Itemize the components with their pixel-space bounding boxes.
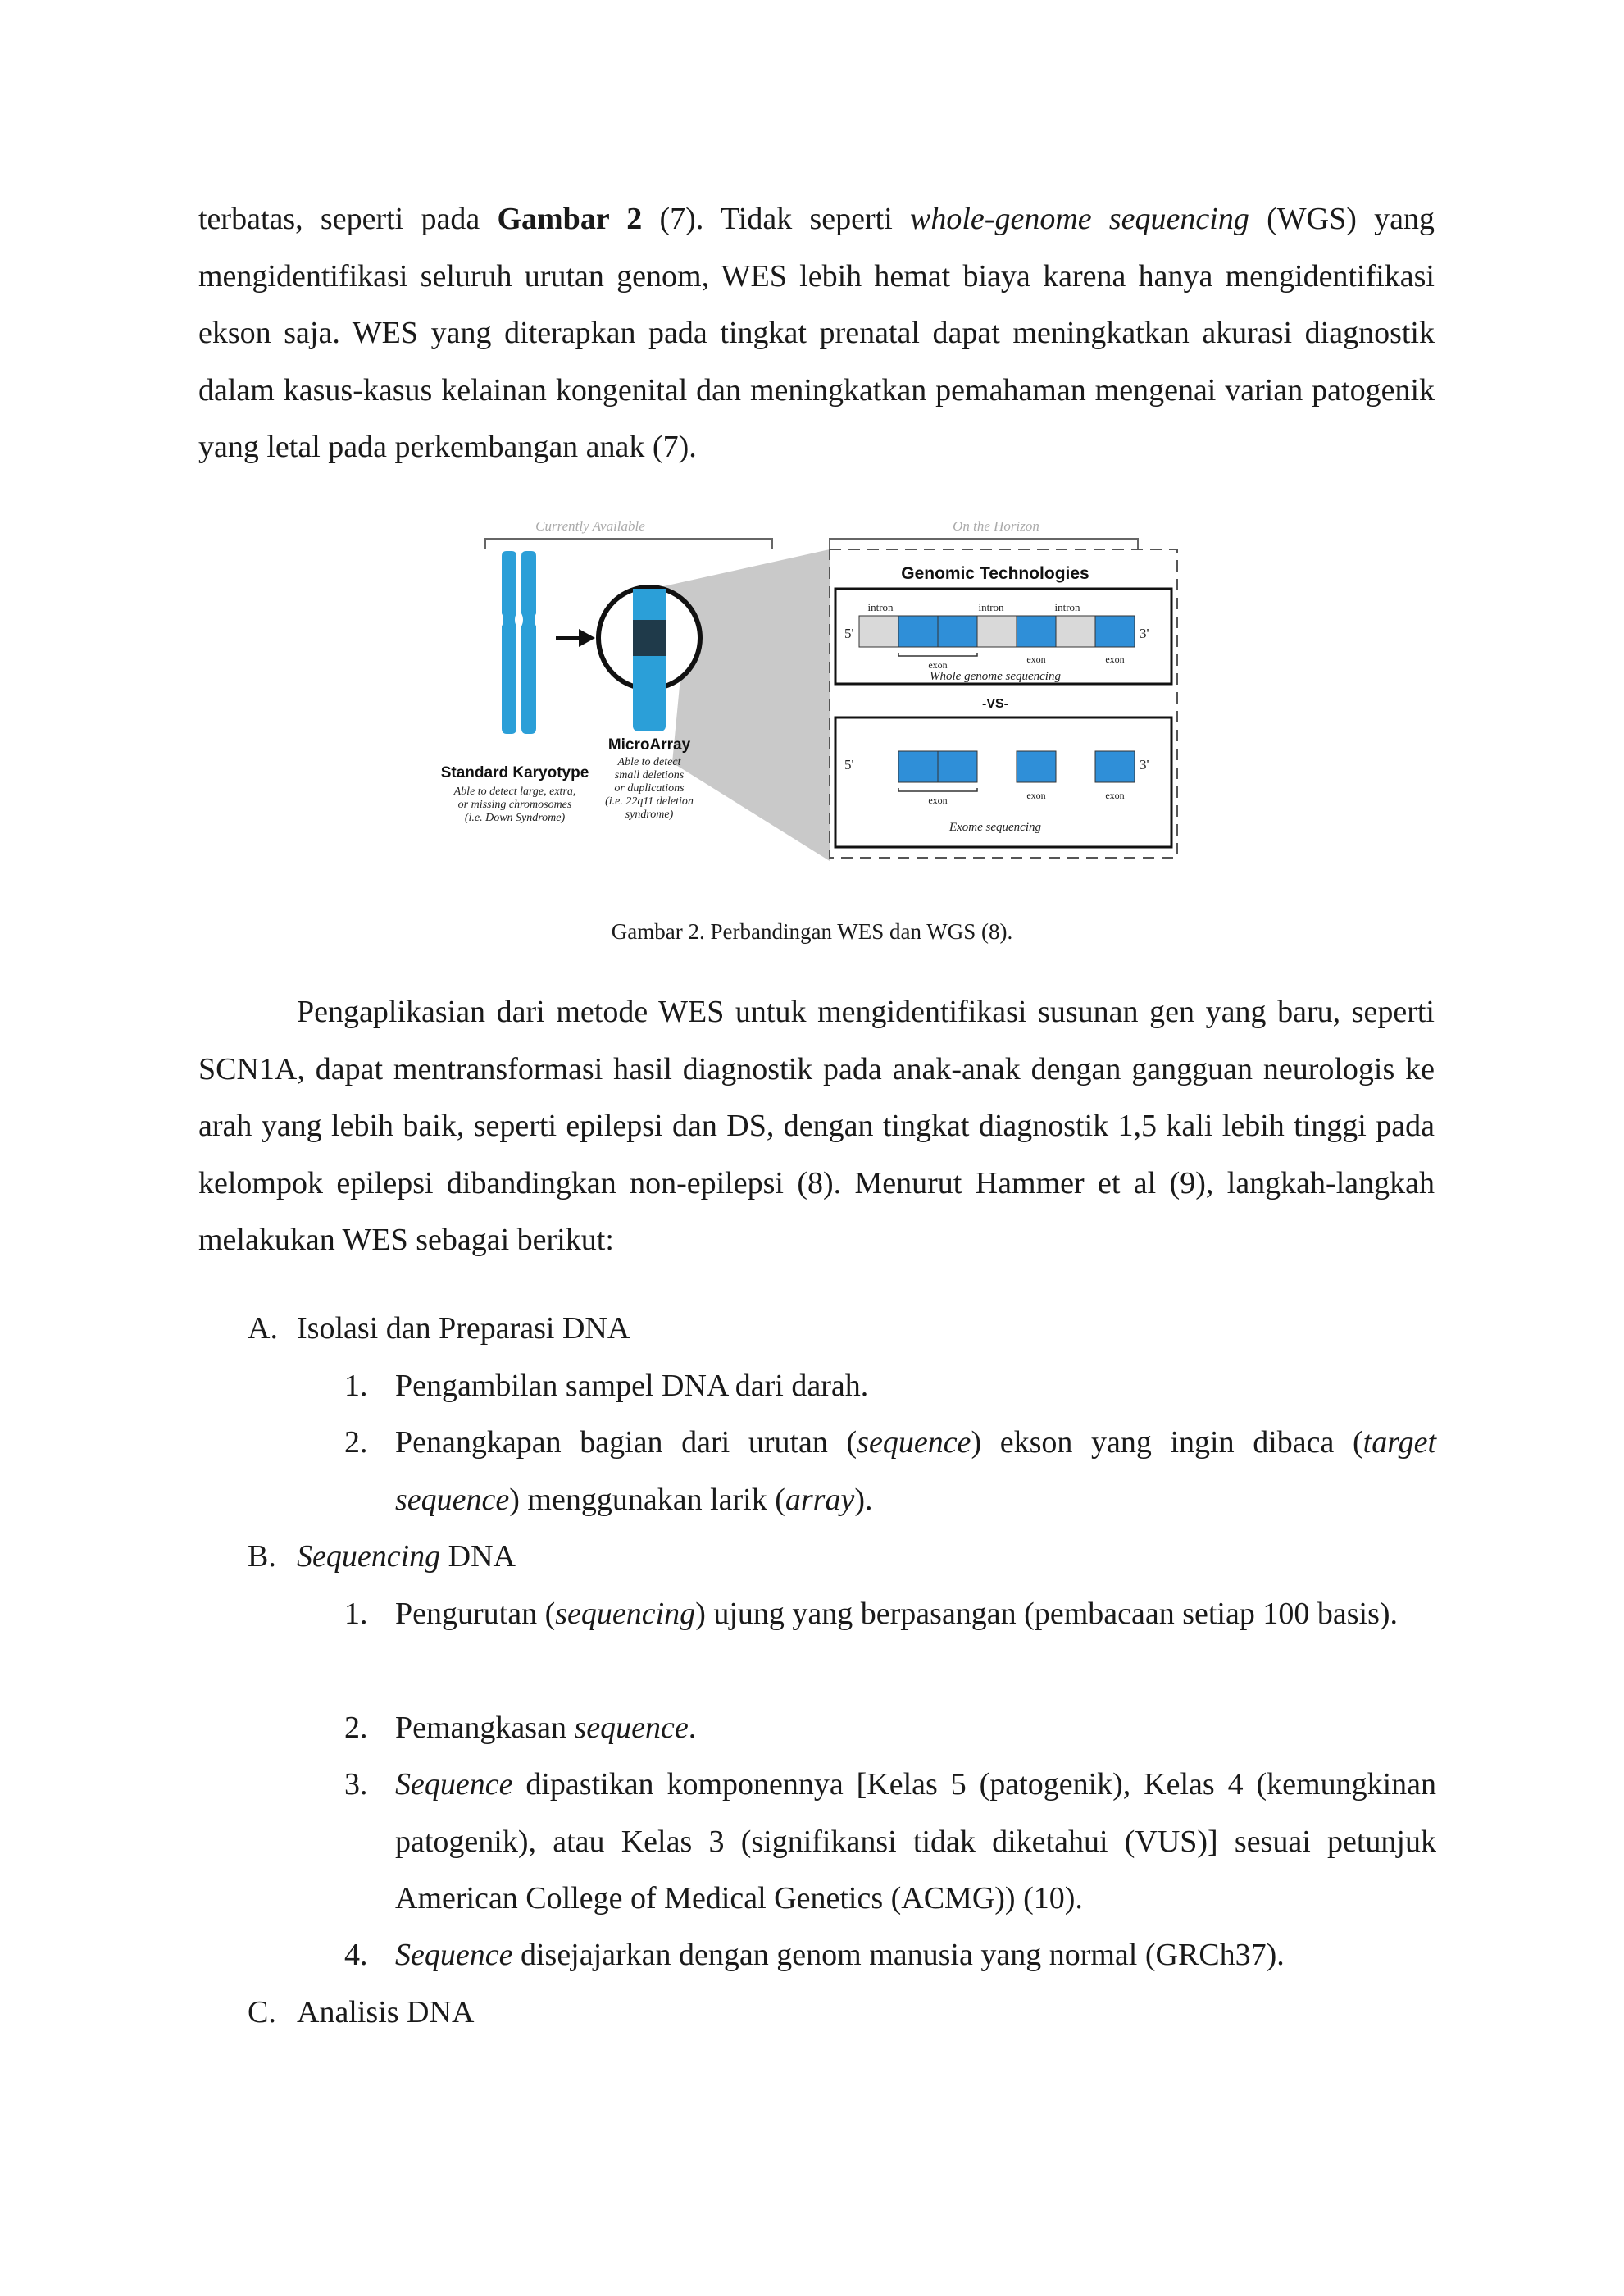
svg-text:(i.e. Down Syndrome): (i.e. Down Syndrome) [464, 812, 566, 824]
standard-karyotype-title: Standard Karyotype [440, 764, 589, 781]
document-page: terbatas, seperti pada Gambar 2 (7). Tidak seperti whole-genome sequencing (WGS) yang mengidentifikasi seluruh urutan genom, WES lebih hemat biaya karena hanya mengidentifikasi ekson saja. WES yang diterapkan pada tingkat prenatal dapat meningkatkan akurasi diagnostik dalam kasus-kasus kelainan kongenital dan meningkatkan pemahaman mengenai varian patogenik yang letal pada perkembangan anak (7). Currently Available On the Horizon Standard Karyotype Able to detect large, extra, or missing chromosomes (i.e. Down Syndrome) MicroArray Able to detect small deletions or duplications (i.e. 22q11 deletion syndrome) Genomic Technologies intron intron intron 5' 3' exon exon exon Whole genome sequencing -VS- 5' 3' exon exon exon Exome sequencing Gambar 2. Perbandingan WES dan WGS (8). Pengaplikasian dari metode WES untuk mengidentifikasi susunan gen yang baru, seperti SCN1A, dapat mentransformasi hasil diagnostik pada anak-anak dengan gangguan neurologis ke arah yang lebih baik, seperti epilepsi dan DS, dengan tingkat diagnostik 1,5 kali lebih tinggi pada kelompok epilepsi dibandingkan non-epilepsi (8). Menurut Hammer et al (9), langkah-langkah melakukan WES sebagai berikut: A. Isolasi dan Preparasi DNA 1. Pengambilan sampel DNA dari darah. 2. Penangkapan bagian dari urutan (sequence) ekson yang ingin dibaca (target sequence) menggunakan larik (array). B. Sequencing DNA 1. Pengurutan (sequencing) ujung yang berpasangan (pembacaan setiap 100 basis). 2. Pemangkasan sequence. 3. Sequence dipastikan komponennya [Kelas 5 (patogenik), Kelas 4 (kemungkinan patogenik), atau Kelas 3 (signifikansi tidak diketahui (VUS)] sesuai petunjuk American College of Medical Genetics (ACMG)) (10). 4. Sequence disejajarkan dengan genom manusia yang normal (GRCh37). C. Analisis DNA [0, 0, 1624, 2296]
svg-text:intron: intron [867, 601, 894, 613]
svg-text:intron: intron [1054, 601, 1080, 613]
wes-label: Exome sequencing [948, 821, 1042, 834]
svg-text:Able to detect: Able to detect [617, 756, 681, 768]
svg-text:(i.e. 22q11 deletion: (i.e. 22q11 deletion [605, 795, 694, 808]
svg-text:Able to detect large, extra,: Able to detect large, extra, [453, 786, 576, 798]
svg-text:small deletions: small deletions [614, 769, 685, 781]
wgs-label: Whole genome sequencing [930, 670, 1061, 683]
vs-label: -VS- [982, 697, 1008, 711]
svg-text:syndrome): syndrome) [625, 809, 674, 821]
wes-segments [898, 751, 1135, 782]
figure-reference: Gambar 2 [497, 202, 643, 236]
svg-text:3': 3' [1140, 626, 1149, 641]
genomic-technologies-title: Genomic Technologies [901, 564, 1089, 583]
svg-text:exon: exon [1105, 654, 1125, 665]
chromosome-icon [502, 551, 536, 734]
currently-available-label: Currently Available [535, 518, 645, 534]
horizon-bracket [830, 539, 1138, 549]
svg-text:exon: exon [1026, 790, 1046, 801]
svg-text:or duplications: or duplications [614, 782, 685, 795]
microarray-title: MicroArray [607, 736, 691, 754]
svg-text:exon: exon [1026, 654, 1046, 665]
figure-wes-vs-wgs [440, 517, 1180, 861]
svg-text:exon: exon [1105, 790, 1125, 801]
paragraph-1: terbatas, seperti pada Gambar 2 (7). Tidak seperti whole-genome sequencing (WGS) yang mengidentifikasi seluruh urutan genom, WES lebih hemat biaya karena hanya mengidentifikasi ekson saja. WES yang diterapkan pada tingkat prenatal dapat meningkatkan akurasi diagnostik dalam kasus-kasus kelainan kongenital dan meningkatkan pemahaman mengenai varian patogenik yang letal pada perkembangan anak (7). [198, 202, 1435, 464]
wgs-segments [859, 616, 1135, 647]
svg-text:3': 3' [1140, 757, 1149, 772]
svg-text:intron: intron [978, 601, 1004, 613]
svg-text:exon: exon [928, 795, 948, 806]
paragraph-2: Pengaplikasian dari metode WES untuk mengidentifikasi susunan gen yang baru, seperti SCN1A, dapat mentransformasi hasil diagnostik pada anak-anak dengan gangguan neurologis ke arah yang lebih baik, seperti epilepsi dan DS, dengan tingkat diagnostik 1,5 kali lebih tinggi pada kelompok epilepsi dibandingkan non-epilepsi (8). Menurut Hammer et al (9), langkah-langkah melakukan WES sebagai berikut: [198, 995, 1435, 1257]
current-bracket [485, 539, 772, 549]
on-the-horizon-label: On the Horizon [953, 518, 1039, 534]
figure-caption: Gambar 2. Perbandingan WES dan WGS (8). [611, 919, 1013, 944]
svg-text:or missing chromosomes: or missing chromosomes [457, 799, 572, 811]
svg-text:5': 5' [844, 626, 854, 641]
arrow-icon [556, 629, 595, 647]
svg-text:exon: exon [928, 659, 948, 671]
svg-text:5': 5' [844, 757, 854, 772]
